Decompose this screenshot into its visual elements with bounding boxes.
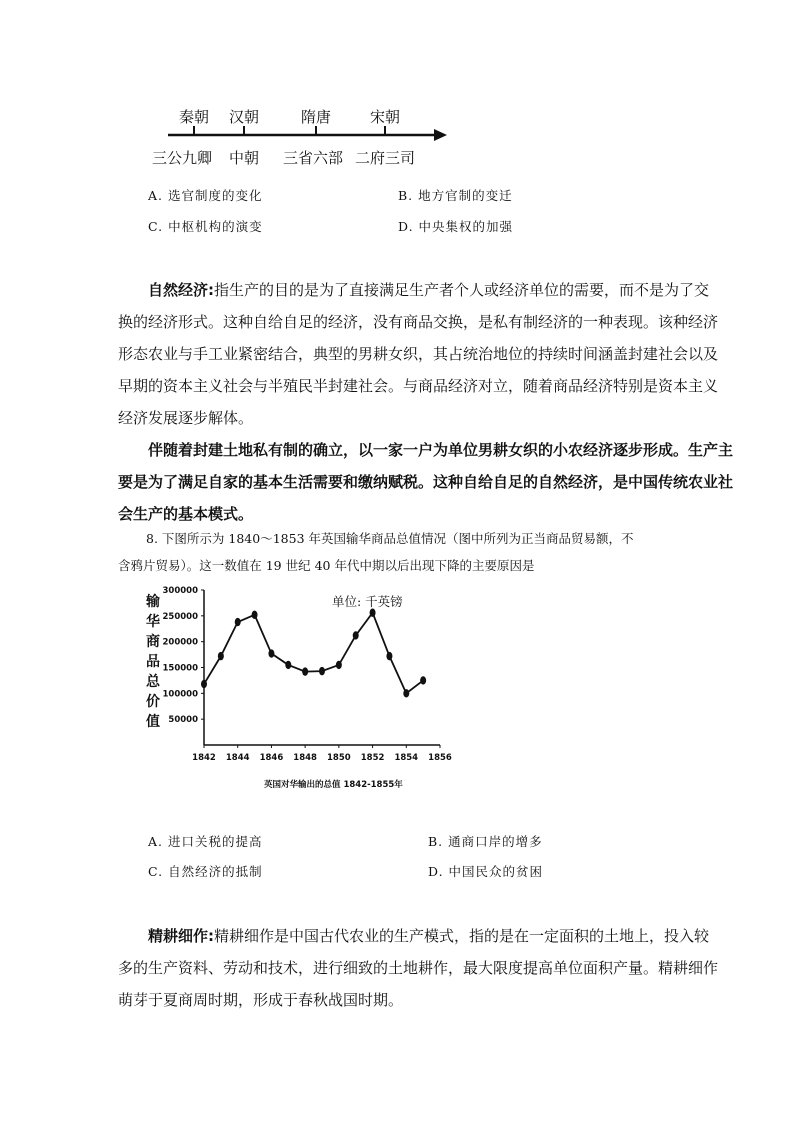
chart-title: 英国对华输出的总值 1842-1855年 bbox=[264, 780, 403, 790]
ziran-line-4: 早期的资本主义社会与半殖民半封建社会。与商品经济对立，随着商品经济特别是资本主义 bbox=[118, 377, 719, 395]
jinggeng-line-1 bbox=[118, 920, 710, 952]
ziran-line-3: 形态农业与手工业紧密结合，典型的男耕女织，其占统治地位的持续时间涵盖封建社会以及 bbox=[118, 345, 719, 363]
chart-xtick-label: 1848 bbox=[293, 753, 317, 763]
q8-option-d: D. 中国民众的贫困 bbox=[428, 864, 544, 879]
q8-option-c: C. 自然经济的抵制 bbox=[148, 864, 263, 879]
q8-line-2: 含鸦片贸易）。这一数值在 19 世纪 40 年代中期以后出现下降的主要原因是 bbox=[118, 558, 535, 573]
chart-xtick-label: 1852 bbox=[360, 753, 385, 763]
chart-data-point bbox=[235, 618, 241, 626]
q7-option-c: C. 中枢机构的演变 bbox=[148, 219, 263, 234]
chart-data-point bbox=[403, 689, 409, 697]
chart-ytick-label: 100000 bbox=[162, 689, 198, 700]
chart-ylabel-char: 华 bbox=[146, 614, 160, 630]
chart-ylabel-char: 价 bbox=[146, 694, 160, 710]
chart-data-point bbox=[252, 611, 258, 619]
xiaonong-line-3: 会生产的基本模式。 bbox=[118, 505, 254, 523]
chart-ytick-label: 250000 bbox=[162, 611, 198, 622]
q8-option-a: A. 进口关税的提高 bbox=[148, 834, 263, 849]
chart-ylabel-chars bbox=[146, 592, 166, 732]
ziran-term: 自然经济: bbox=[148, 281, 214, 299]
timeline-figure bbox=[150, 104, 450, 174]
ziran-paragraph bbox=[118, 274, 719, 434]
chart-data-point bbox=[285, 661, 291, 669]
chart-ylabel-char: 值 bbox=[146, 714, 160, 730]
timeline-system-3: 三省六部 bbox=[283, 149, 344, 167]
timeline-system-1: 三公九卿 bbox=[152, 149, 213, 167]
chart-unit-label: 单位: 千英镑 bbox=[332, 594, 403, 609]
q8-line-1-text: 下图所示为 1840～1853 年英国输华商品总值情况（图中所列为正当商品贸易额，不 bbox=[161, 531, 634, 546]
chart-data-point bbox=[319, 667, 325, 675]
chart-xtick-label: 1854 bbox=[394, 753, 419, 763]
timeline-dynasty-han: 汉朝 bbox=[229, 108, 260, 126]
chart-data-point bbox=[302, 667, 308, 675]
jinggeng-term: 精耕细作: bbox=[148, 927, 214, 945]
timeline-dynasty-qin: 秦朝 bbox=[179, 108, 210, 126]
chart-data-point bbox=[336, 661, 342, 669]
chart-xtick-label: 1856 bbox=[428, 753, 452, 763]
ziran-line-5: 经济发展逐步解体。 bbox=[118, 409, 254, 427]
chart-svg bbox=[140, 584, 470, 799]
chart-data-point bbox=[386, 652, 392, 660]
timeline-system-4: 二府三司 bbox=[355, 149, 416, 167]
jinggeng-line-1-text: 精耕细作是中国古代农业的生产模式，指的是在一定面积的土地上，投入较 bbox=[214, 927, 710, 945]
chart-xtick-label: 1846 bbox=[259, 753, 284, 763]
ziran-line-2: 换的经济形式。这种自给自足的经济，没有商品交换，是私有制经济的一种表现。该种经济 bbox=[118, 313, 719, 331]
xiaonong-line-1: 伴随着封建土地私有制的确立，以一家一户为单位男耕女织的小农经济逐步形成。生产主 bbox=[148, 441, 734, 459]
q7-option-b: B. 地方官制的变迁 bbox=[398, 188, 513, 203]
q8-number: 8. bbox=[146, 531, 158, 546]
chart-ytick-label: 50000 bbox=[168, 715, 198, 726]
q8-option-b: B. 通商口岸的增多 bbox=[428, 834, 543, 849]
jinggeng-paragraph bbox=[118, 920, 719, 1016]
xiaonong-paragraph bbox=[118, 434, 734, 530]
chart-ylabel-char: 商 bbox=[146, 634, 160, 650]
chart-ytick-label: 300000 bbox=[162, 586, 198, 596]
chart-data-point bbox=[201, 680, 207, 688]
timeline-dynasty-song: 宋朝 bbox=[370, 108, 401, 126]
timeline-system-2: 中朝 bbox=[229, 149, 260, 167]
chart-xtick-label: 1844 bbox=[225, 753, 250, 763]
timeline-dynasty-suitang: 隋唐 bbox=[301, 108, 332, 126]
chart-data-point bbox=[353, 631, 359, 639]
jinggeng-line-3: 萌芽于夏商周时期，形成于春秋战国时期。 bbox=[118, 991, 404, 1009]
q7-option-d: D. 中央集权的加强 bbox=[398, 219, 514, 234]
chart-ytick-label: 200000 bbox=[162, 637, 198, 648]
chart-xtick-label: 1850 bbox=[327, 753, 351, 763]
chart-data-point bbox=[218, 652, 224, 660]
export-chart bbox=[140, 584, 470, 799]
chart-ylabel bbox=[146, 592, 166, 732]
ziran-line-1 bbox=[118, 274, 710, 306]
chart-data-point bbox=[420, 676, 426, 684]
chart-data-point bbox=[268, 649, 274, 657]
xiaonong-line-2: 要是为了满足自家的基本生活需要和缴纳赋税。这种自给自足的自然经济，是中国传统农业社 bbox=[118, 473, 734, 491]
chart-ylabel-char: 总 bbox=[146, 674, 160, 690]
q8-stem bbox=[118, 525, 688, 579]
chart-xtick-label: 1842 bbox=[192, 753, 216, 763]
chart-ylabel-char: 品 bbox=[146, 654, 160, 670]
jinggeng-line-2: 多的生产资料、劳动和技术，进行细致的土地耕作，最大限度提高单位面积产量。精耕细作 bbox=[118, 959, 719, 977]
ziran-line-1-text: 指生产的目的是为了直接满足生产者个人或经济单位的需要，而不是为了交 bbox=[214, 281, 710, 299]
chart-ytick-label: 150000 bbox=[162, 663, 198, 674]
chart-ylabel-char: 输 bbox=[146, 594, 160, 610]
q8-line-1 bbox=[118, 525, 688, 552]
q7-option-a: A. 选官制度的变化 bbox=[148, 188, 263, 203]
